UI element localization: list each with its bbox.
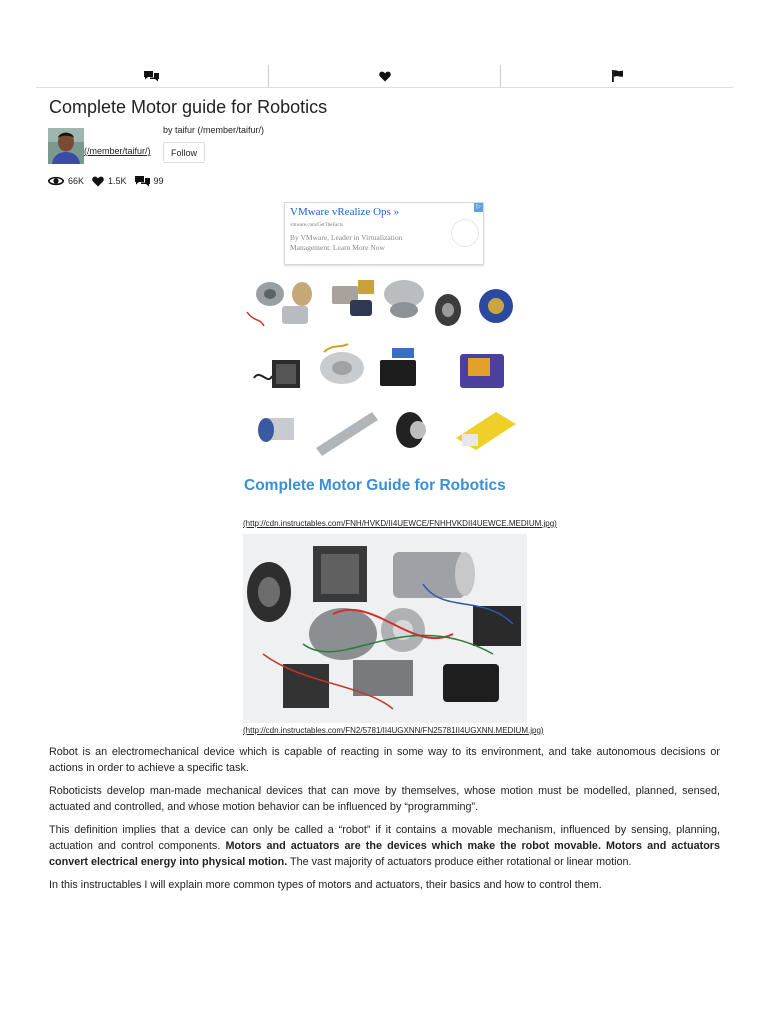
paragraph-3-bold: Motors and actuators are the devices which make the robot movable. Motors and actuators convert electrical energy into physical motion. — [49, 840, 720, 868]
stats-row — [48, 175, 172, 187]
comments-count: 99 — [153, 176, 164, 186]
favorites-stat — [92, 176, 127, 187]
ad-title[interactable]: VMware vRealize Ops » — [290, 206, 400, 218]
paragraph-3-start: This definition implies that a device can only be called a “robot” if it contains a movable mechanism, influenced by sensing, planning, actuation and control components. — [49, 824, 720, 852]
comments-icon — [135, 175, 150, 187]
flag-button[interactable] — [500, 65, 733, 87]
eye-icon — [48, 176, 64, 186]
action-bar — [36, 65, 733, 88]
follow-button[interactable]: Follow — [163, 142, 205, 163]
paragraph-1: Robot is an electromechanical device which is capable of reacting in some way to its environment, and take autonomous decisions or actions in order to achieve a specific task. — [49, 746, 720, 774]
views-stat — [48, 176, 84, 186]
author-avatar[interactable] — [48, 128, 84, 164]
image-1-link[interactable]: (http://cdn.instructables.com/FNH/HVKD/II4UEWCE/FNHHVKDII4UEWCE.MEDIUM.jpg) — [243, 519, 557, 528]
paragraph-2: Roboticists develop man-made mechanical devices that can move by themselves, whose motion must be modelled, planned, sensed, actuated and controlled, and whose motion behavior can be influenced by “programming”. — [49, 785, 720, 813]
ad-choices-icon[interactable]: ▷ — [474, 203, 483, 212]
favorites-count: 1.5K — [108, 176, 127, 186]
page-title: Complete Motor guide for Robotics — [49, 97, 328, 117]
ad-loading-icon — [451, 219, 479, 247]
comments-stat — [135, 175, 164, 187]
favorite-button[interactable] — [268, 65, 501, 87]
paragraph-3-end: The vast majority of actuators produce either rotational or linear motion. — [287, 856, 632, 868]
motor-collage-image[interactable] — [242, 272, 528, 510]
author-byline[interactable]: by taifur (/member/taifur/) — [163, 125, 265, 135]
author-profile-link[interactable]: (/member/taifur/) — [84, 146, 151, 156]
paragraph-3 — [49, 822, 720, 870]
paragraph-4: In this instructables I will explain more common types of motors and actuators, their basics and how to control them. — [49, 879, 602, 891]
article-body — [49, 744, 720, 900]
dc-motor-illustration — [247, 282, 312, 326]
ad-description: By VMware, Leader in Virtualization Management. Learn More Now — [290, 233, 403, 252]
ad-banner[interactable] — [284, 202, 484, 265]
heart-icon — [92, 176, 104, 187]
views-count: 66K — [68, 176, 85, 186]
heart-icon — [379, 71, 391, 82]
motor-pile-image[interactable] — [243, 534, 527, 723]
ad-url[interactable]: vmware.com/GetTheFacts — [290, 223, 343, 228]
flag-icon — [612, 70, 623, 82]
collage-caption: Complete Motor Guide for Robotics — [244, 477, 506, 494]
image-2-link[interactable]: (http://cdn.instructables.com/FN2/5781/II4UGXNN/FN25781II4UGXNN.MEDIUM.jpg) — [243, 726, 544, 735]
comments-button[interactable] — [36, 65, 268, 87]
comments-icon — [144, 70, 159, 82]
